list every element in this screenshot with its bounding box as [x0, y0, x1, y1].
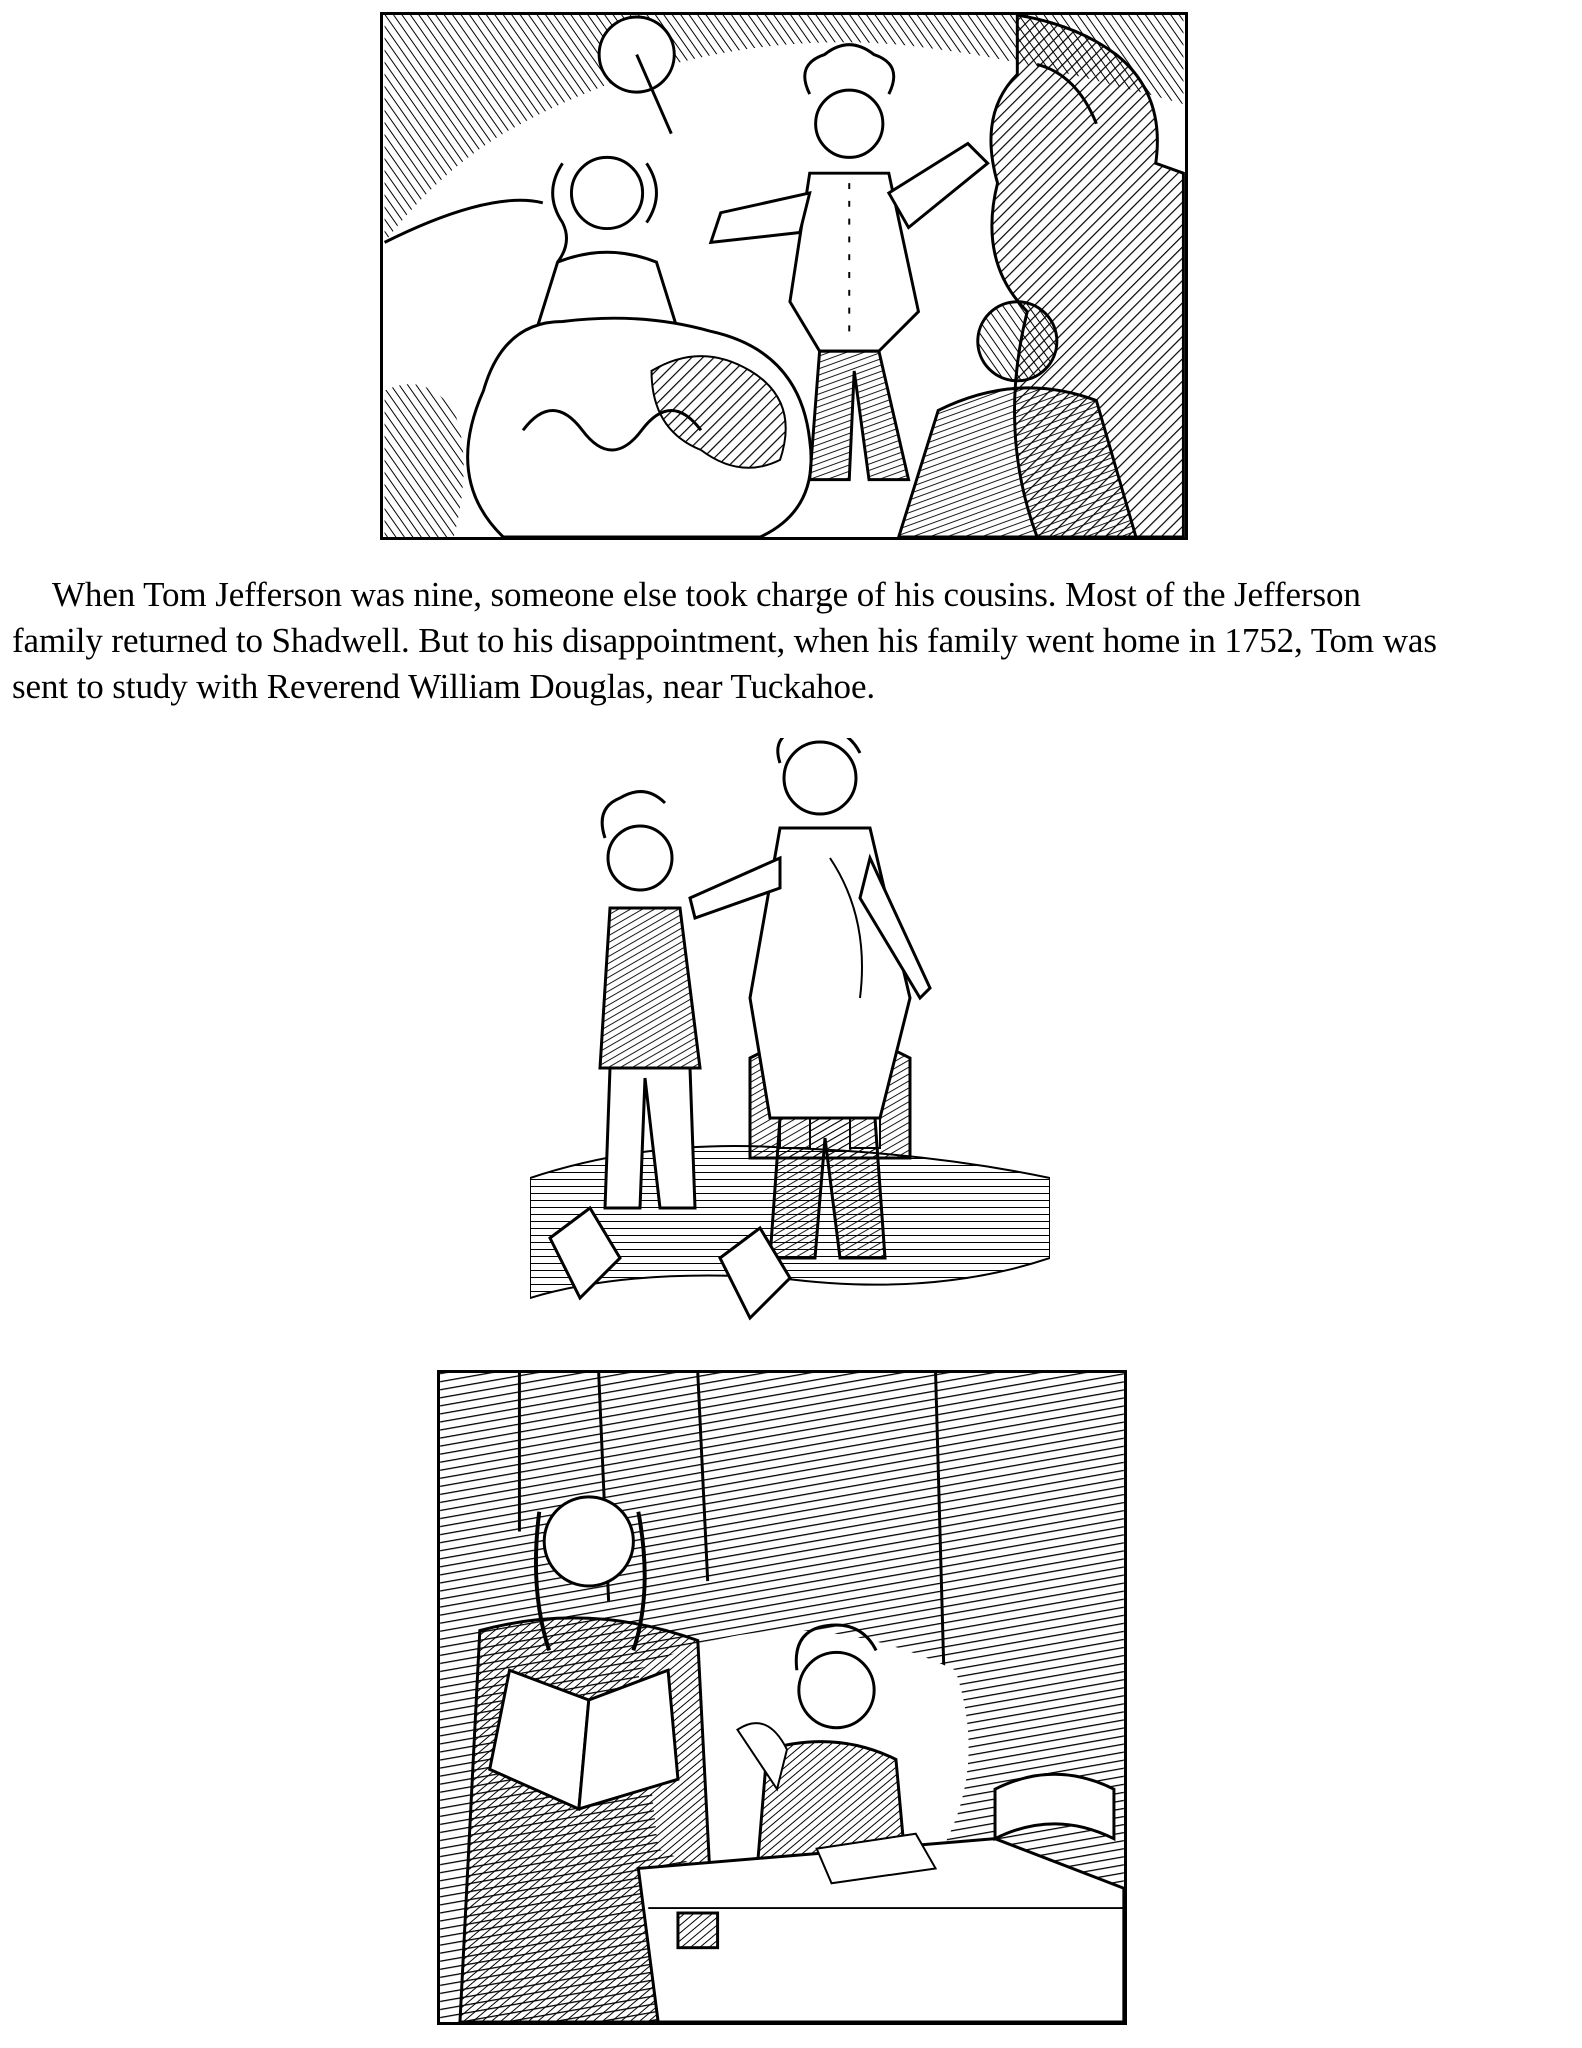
paragraph-line-3: sent to study with Reverend William Douglas, near Tuckahoe.	[12, 667, 876, 706]
story-paragraph	[12, 572, 1572, 710]
father-son-drawing	[530, 738, 1050, 1338]
paragraph-line-1: When Tom Jefferson was nine, someone else took charge of his cousins. Most of the Jefferson	[52, 575, 1361, 614]
tutor-student-illustration	[437, 1370, 1127, 2025]
tutor-student-drawing	[440, 1373, 1124, 2022]
paragraph-line-2: family returned to Shadwell. But to his disappointment, when his family went home in 1752, Tom was	[12, 621, 1437, 660]
dancing-scene-drawing	[383, 15, 1185, 537]
dancing-scene-illustration	[380, 12, 1188, 540]
father-son-illustration	[530, 738, 1050, 1338]
